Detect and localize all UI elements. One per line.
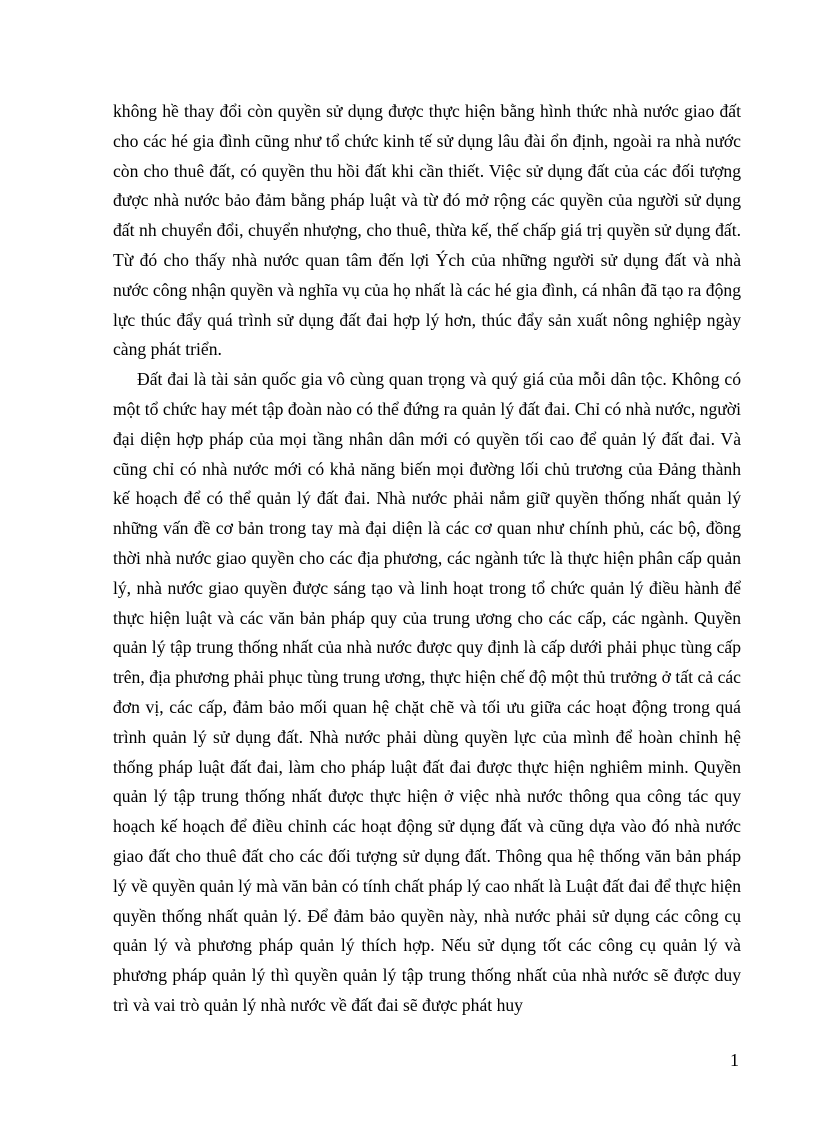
document-page [113,97,741,1021]
paragraph-1: không hề thay đổi còn quyền sử dụng được thực hiện bằng hình thức nhà nước giao đất cho các hé gia đình cũng như tổ chức kinh tế sử dụng lâu đài ổn định, ngoài ra nhà nước còn cho thuê đất, có quyền thu hồi đất khi cần thiết. Việc sử dụng đất của các đối tượng được nhà nước bảo đảm bằng pháp luật và từ đó mở rộng các quyền của người sử dụng đất nh chuyển đổi, chuyển nhượng, cho thuê, thừa kế, thế chấp giá trị quyền sử dụng đất. Từ đó cho thấy nhà nước quan tâm đến lợi Ých của những người sử dụng đất và nhà nước công nhận quyền và nghĩa vụ của họ nhất là các hé gia đình, cá nhân đã tạo ra động lực thúc đẩy quá trình sử dụng đất đai hợp lý hơn, thúc đẩy sản xuất nông nghiệp ngày càng phát triển. [113,101,741,360]
page-number: 1 [730,1050,739,1070]
paragraph-2: Đất đai là tài sản quốc gia vô cùng quan trọng và quý giá của mỗi dân tộc. Không có một tổ chức hay mét tập đoàn nào có thể đứng ra quản lý đất đai. Chỉ có nhà nước, người đại diện hợp pháp của mọi tầng nhân dân mới có quyền tối cao để quản lý đất đai. Và cũng chỉ có nhà nước mới có khả năng biến mọi đường lối chủ trương của Đảng thành kế hoạch để có thể quản lý đất đai. Nhà nước phải nắm giữ quyền thống nhất quản lý những vấn đề cơ bản trong tay mà đại diện là các cơ quan như chính phủ, các bộ, đồng thời nhà nước giao quyền cho các địa phương, các ngành tức là thực hiện phân cấp quản lý, nhà nước giao quyền được sáng tạo và linh hoạt trong tổ chức quản lý điều hành để thực hiện luật và các văn bản pháp quy của trung ương cho các cấp, các ngành. Quyền quản lý tập trung thống nhất của nhà nước được quy định là cấp dưới phải phục tùng cấp trên, địa phương phải phục tùng trung ương, thực hiện chế độ một thủ trưởng ở tất cả các đơn vị, các cấp, đảm bảo mối quan hệ chặt chẽ và tối ưu giữa các hoạt động trong quá trình quản lý sử dụng đất. Nhà nước phải dùng quyền lực của mình để hoàn chỉnh hệ thống pháp luật đất đai, làm cho pháp luật đất đai được thực hiện nghiêm minh. Quyền quản lý tập trung thống nhất được thực hiện ở việc nhà nước thông qua công tác quy hoạch kế hoạch để điều chỉnh các hoạt động sử dụng đất và cũng dựa vào đó nhà nước giao đất cho thuê đất cho các đối tượng sử dụng đất. Thông qua hệ thống văn bản pháp lý về quyền quản lý mà văn bản có tính chất pháp lý cao nhất là Luật đất đai để thực hiện quyền thống nhất quản lý. Để đảm bảo quyền này, nhà nước phải sử dụng các công cụ quản lý và phương pháp quản lý thích hợp. Nếu sử dụng tốt các công cụ quản lý và phương pháp quản lý thì quyền quản lý tập trung thống nhất của nhà nước sẽ được duy trì và vai trò quản lý nhà nước về đất đai sẽ được phát huy [113,369,741,1015]
